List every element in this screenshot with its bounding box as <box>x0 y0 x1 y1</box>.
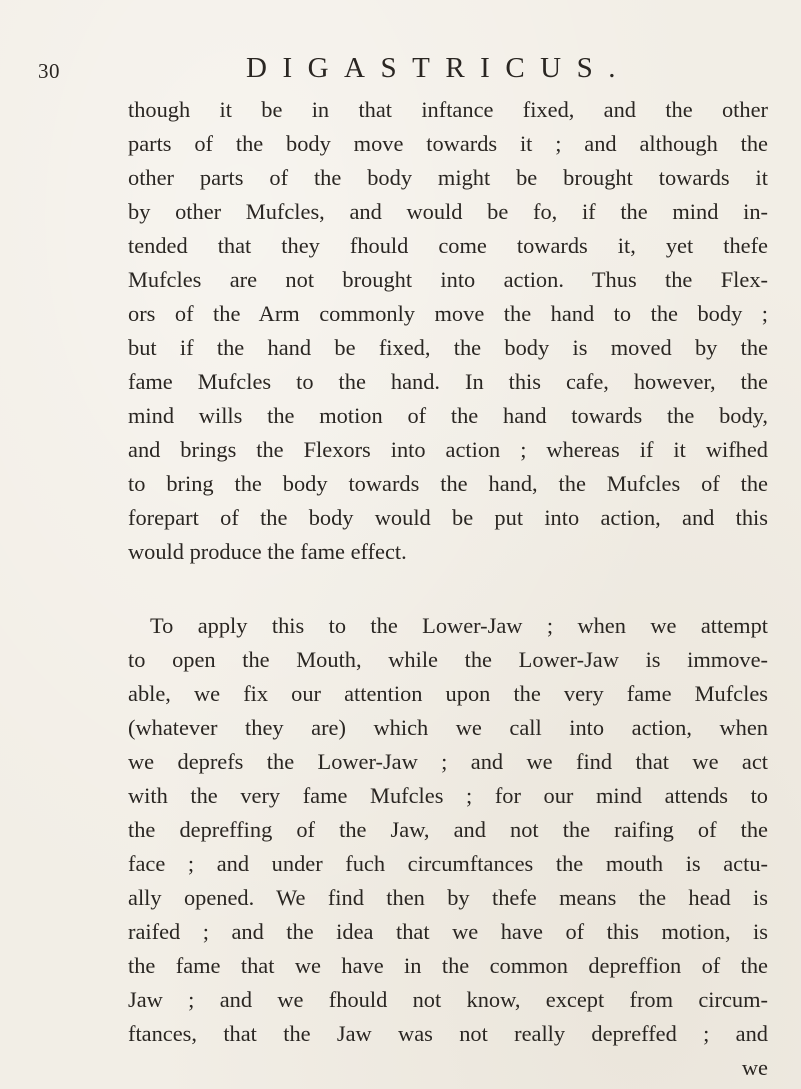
text-line: raifed ; and the idea that we have of this motion, is <box>128 919 768 944</box>
catchword: we <box>741 1055 768 1080</box>
text-line: by other Mufcles, and would be fo, if the mind in- <box>128 199 768 224</box>
text-line: fame Mufcles to the hand. In this cafe, however, the <box>128 369 768 394</box>
text-line: other parts of the body might be brought towards it <box>128 165 768 190</box>
running-head <box>0 50 801 90</box>
text-line: Jaw ; and we fhould not know, except from circum- <box>128 987 768 1012</box>
text-line: able, we fix our attention upon the very fame Mufcles <box>128 681 768 706</box>
text-line: but if the hand be fixed, the body is moved by the <box>128 335 768 360</box>
text-line: with the very fame Mufcles ; for our mind attends to <box>128 783 768 808</box>
running-title: DIGASTRICUS. <box>246 52 631 84</box>
text-line: ally opened. We find then by thefe means the head is <box>128 885 768 910</box>
text-line: parts of the body move towards it ; and although the <box>128 131 768 156</box>
text-line: forepart of the body would be put into action, and this <box>128 505 768 530</box>
text-line: would produce the fame effect. <box>128 539 407 564</box>
text-line: Mufcles are not brought into action. Thus the Flex- <box>128 267 768 292</box>
paragraph-1 <box>128 93 768 569</box>
text-line: To apply this to the Lower-Jaw ; when we attempt <box>150 613 768 638</box>
text-line: the depreffing of the Jaw, and not the raifing of the <box>128 817 768 842</box>
text-line: tended that they fhould come towards it, yet thefe <box>128 233 768 258</box>
page-number: 30 <box>38 59 60 83</box>
text-line: though it be in that inftance fixed, and the other <box>128 97 768 122</box>
text-line: to open the Mouth, while the Lower-Jaw is immove- <box>128 647 768 672</box>
text-line: (whatever they are) which we call into action, when <box>128 715 768 740</box>
text-line: ors of the Arm commonly move the hand to the body ; <box>128 301 768 326</box>
text-line: face ; and under fuch circumftances the mouth is actu- <box>128 851 768 876</box>
paragraph-gap <box>128 569 768 609</box>
body-text <box>128 93 768 1085</box>
text-line: ftances, that the Jaw was not really depreffed ; and <box>128 1021 768 1046</box>
text-line: the fame that we have in the common depreffion of the <box>128 953 768 978</box>
text-line: and brings the Flexors into action ; whereas if it wifhed <box>128 437 768 462</box>
text-line: to bring the body towards the hand, the Mufcles of the <box>128 471 768 496</box>
text-line: mind wills the motion of the hand towards the body, <box>128 403 768 428</box>
text-line: we deprefs the Lower-Jaw ; and we find that we act <box>128 749 768 774</box>
paragraph-2 <box>128 609 768 1085</box>
